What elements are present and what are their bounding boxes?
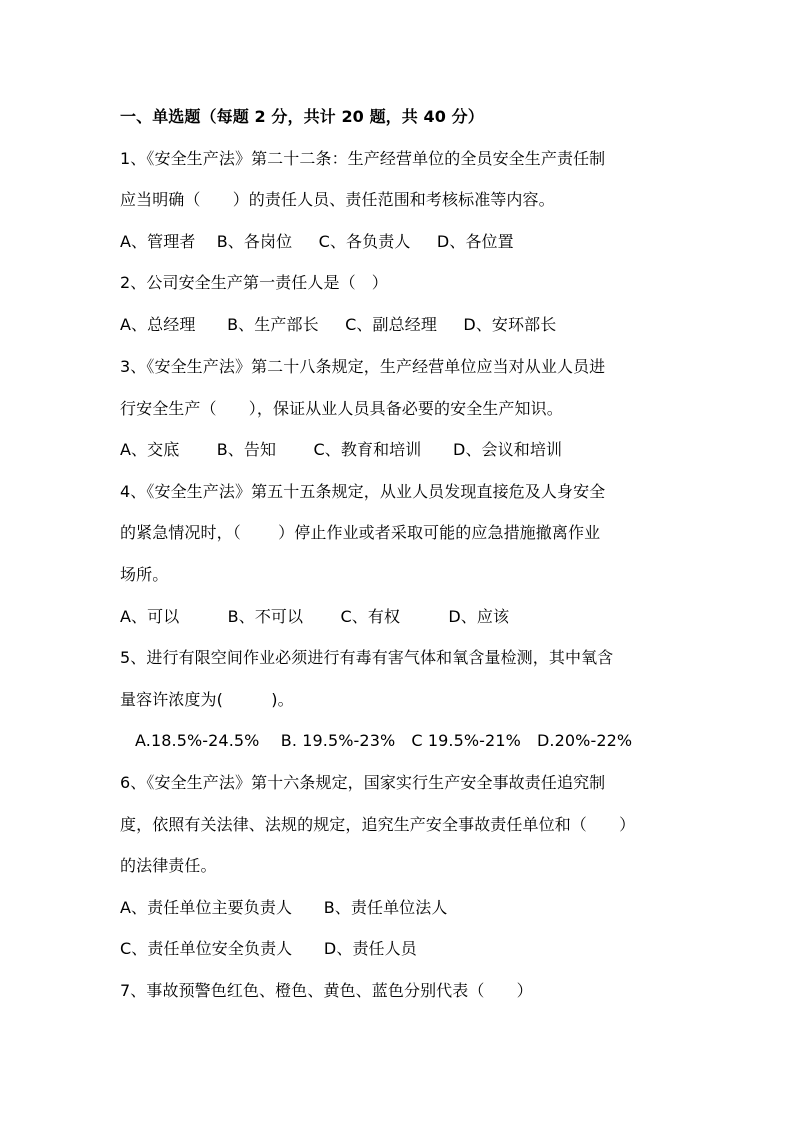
question-2-line-1: 2、公司安全生产第一责任人是（ ）: [120, 273, 388, 292]
question-6-line-1: 6、《安全生产法》第十六条规定，国家实行生产安全事故责任追究制: [120, 773, 606, 792]
question-1-line-2: 应当明确（ ）的责任人员、责任范围和考核标准等内容。: [120, 190, 555, 209]
question-3-line-1: 3、《安全生产法》第二十八条规定，生产经营单位应当对从业人员进: [120, 357, 606, 376]
question-1-options: A、管理者 B、各岗位 C、各负责人 D、各位置: [120, 232, 514, 251]
question-6-options-2: C、责任单位安全负责人 D、责任人员: [120, 939, 417, 958]
question-4-line-1: 4、《安全生产法》第五十五条规定，从业人员发现直接危及人身安全: [120, 482, 606, 501]
section-heading: 一、单选题（每题 2 分，共计 20 题，共 40 分）: [120, 107, 484, 126]
question-4-line-2: 的紧急情况时，（ ）停止作业或者采取可能的应急措施撤离作业: [120, 523, 601, 542]
question-6-options-1: A、责任单位主要负责人 B、责任单位法人: [120, 898, 448, 917]
question-7-line-1: 7、事故预警色红色、橙色、黄色、蓝色分别代表（ ）: [120, 981, 533, 1000]
question-3-line-2: 行安全生产（ ），保证从业人员具备必要的安全生产知识。: [120, 399, 563, 418]
question-2-options: A、总经理 B、生产部长 C、副总经理 D、安环部长: [120, 315, 557, 334]
question-6-line-3: 的法律责任。: [120, 856, 217, 875]
question-5-line-2: 量容许浓度为( )。: [120, 690, 294, 709]
question-1-line-1: 1、《安全生产法》第二十二条：生产经营单位的全员安全生产责任制: [120, 149, 606, 168]
question-5-line-1: 5、进行有限空间作业必须进行有毒有害气体和氧含量检测，其中氧含: [120, 648, 614, 667]
question-6-line-2: 度，依照有关法律、法规的规定，追究生产安全事故责任单位和（ ）: [120, 815, 636, 834]
question-3-options: A、交底 B、告知 C、教育和培训 D、会议和培训: [120, 440, 563, 459]
question-5-options: A.18.5%-24.5% B. 19.5%-23% C 19.5%-21% D.20%-22%: [135, 731, 633, 750]
question-4-line-3: 场所。: [120, 565, 169, 584]
question-4-options: A、可以 B、不可以 C、有权 D、应该: [120, 607, 510, 626]
